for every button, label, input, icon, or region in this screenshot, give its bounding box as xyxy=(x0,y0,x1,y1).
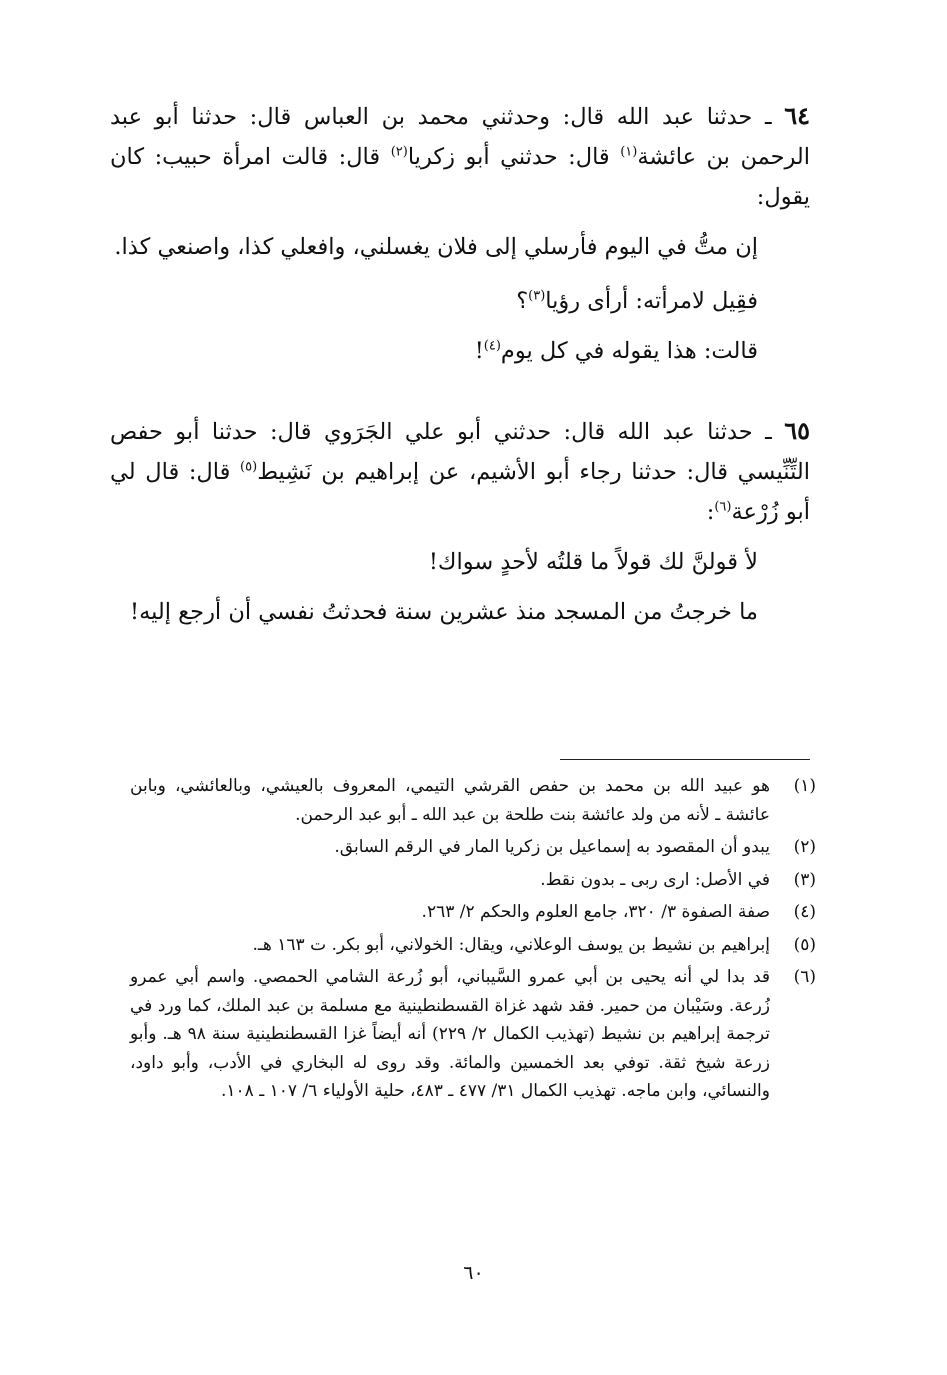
footnote-1 xyxy=(130,772,816,829)
footnote-ref-2: (٢) xyxy=(390,144,408,160)
entry-64-question-mark: ؟ xyxy=(516,288,529,314)
entry-number-65: ٦٥ xyxy=(784,416,810,445)
entry-64-answer-mark: ! xyxy=(474,338,484,364)
footnote-number: (١) xyxy=(793,776,816,796)
footnote-number: (٤) xyxy=(793,902,816,922)
entry-64-isnad xyxy=(110,96,810,217)
footnote-text: إبراهيم بن نشيط بن يوسف الوعلاني، ويقال: الخولاني، أبو بكر. ت ١٦٣ هـ. xyxy=(252,934,770,955)
footnote-text: يبدو أن المقصود به إسماعيل بن زكريا المار في الرقم السابق. xyxy=(334,837,770,857)
footnote-ref-4: (٤) xyxy=(483,338,501,354)
footnote-text: في الأصل: ارى ربى ـ بدون نقط. xyxy=(540,869,770,890)
entry-65-intro: ـ حدثنا عبد الله قال: حدثني أبو علي الجَرَوي قال: حدثنا أبو حفص التِّنِّيسي قال: حدثنا رجاء أبو الأشيم، عن إبراهيم بن نَشِيط xyxy=(110,419,810,485)
footnote-divider xyxy=(560,759,810,760)
footnote-number: (٦) xyxy=(793,967,816,987)
footnote-text: صفة الصفوة ٣/ ٣٢٠، جامع العلوم والحكم ٢/ ٢٦٣. xyxy=(421,902,770,922)
footnote-number: (٣) xyxy=(793,869,816,890)
footnote-number: (٢) xyxy=(793,837,816,857)
footnote-text: قد بدا لي أنه يحيى بن أبي عمرو السَّيباني، أبو زُرعة الشامي الحمصي. واسم أبي عمرو زُرعة. وسَيْبان من حمير. فقد شهد غزاة القسطنطينية مع مسلمة بن عبد الملك، كما ورد في ترجمة إبراهيم بن نشيط (تهذيب الكمال ٢/ ٢٢٩) أنه أيضاً غزا القسطنطينية سنة ٩٨ هـ. وأبو زرعة شيخ ثقة. توفي بعد الخمسين والمائة. وقد روى له البخاري في الأدب، وأبو داود، والنسائي، وابن ماجه. تهذيب الكمال ٣١/ ٤٧٧ ـ ٤٨٣، حلية الأولياء ٦/ ١٠٧ ـ ١٠٨. xyxy=(130,967,770,1101)
entry-64-question-text: فقِيل لامرأته: أرأى رؤيا xyxy=(545,288,758,314)
entry-64-quote: إن متُّ في اليوم فأرسلي إلى فلان يغسلني، وافعلي كذا، واصنعي كذا. xyxy=(114,234,758,260)
footnote-4 xyxy=(130,898,816,927)
entry-65-end: : xyxy=(706,499,715,525)
footnote-ref-5: (٥) xyxy=(240,459,258,475)
footnote-ref-1: (١) xyxy=(620,144,638,160)
entry-64-answer xyxy=(110,331,810,371)
page-number: ٦٠ xyxy=(463,1262,484,1284)
footnote-6 xyxy=(130,963,816,1106)
entry-65-isnad xyxy=(110,411,810,532)
entry-64-answer-text: قالت: هذا يقوله في كل يوم xyxy=(500,338,758,364)
entry-65-line-1: لأ قولنَّ لك قولاً ما قلتُه لأحدٍ سواك! xyxy=(428,549,758,575)
footnote-ref-3: (٣) xyxy=(528,288,546,304)
footnote-ref-6: (٦) xyxy=(714,499,732,515)
footnote-5 xyxy=(130,931,816,960)
footnote-text: هو عبيد الله بن محمد بن حفص القرشي التيمي، المعروف بالعيشي، وبالعائشي، وبابن عائشة ـ لأنه من ولد عائشة بنت طلحة بن عبد الله ـ أبو عبد الرحمن. xyxy=(130,776,770,825)
entry-64-question xyxy=(110,281,810,321)
footnote-number: (٥) xyxy=(793,934,816,955)
entry-65-line-2: ما خرجتُ من المسجد منذ عشرين سنة فحدثتُ نفسي أن أرجع إليه! xyxy=(130,599,758,625)
entry-64-intro: ـ حدثنا عبد الله قال: وحدثني محمد بن العباس قال: حدثنا أبو عبد الرحمن بن عائشة xyxy=(110,104,811,170)
entry-number-64: ٦٤ xyxy=(784,101,810,130)
footnotes xyxy=(130,772,816,1110)
entry-64-mid: قال: حدثني أبو زكريا xyxy=(407,144,621,170)
main-text xyxy=(110,96,810,632)
entry-64-end: قال: قالت امرأة حبيب: كان يقول: xyxy=(110,144,810,210)
entry-65-mid: قال: قال لي أبو زُرْعة xyxy=(110,459,810,525)
footnote-3 xyxy=(130,866,816,895)
footnote-2 xyxy=(130,833,816,862)
